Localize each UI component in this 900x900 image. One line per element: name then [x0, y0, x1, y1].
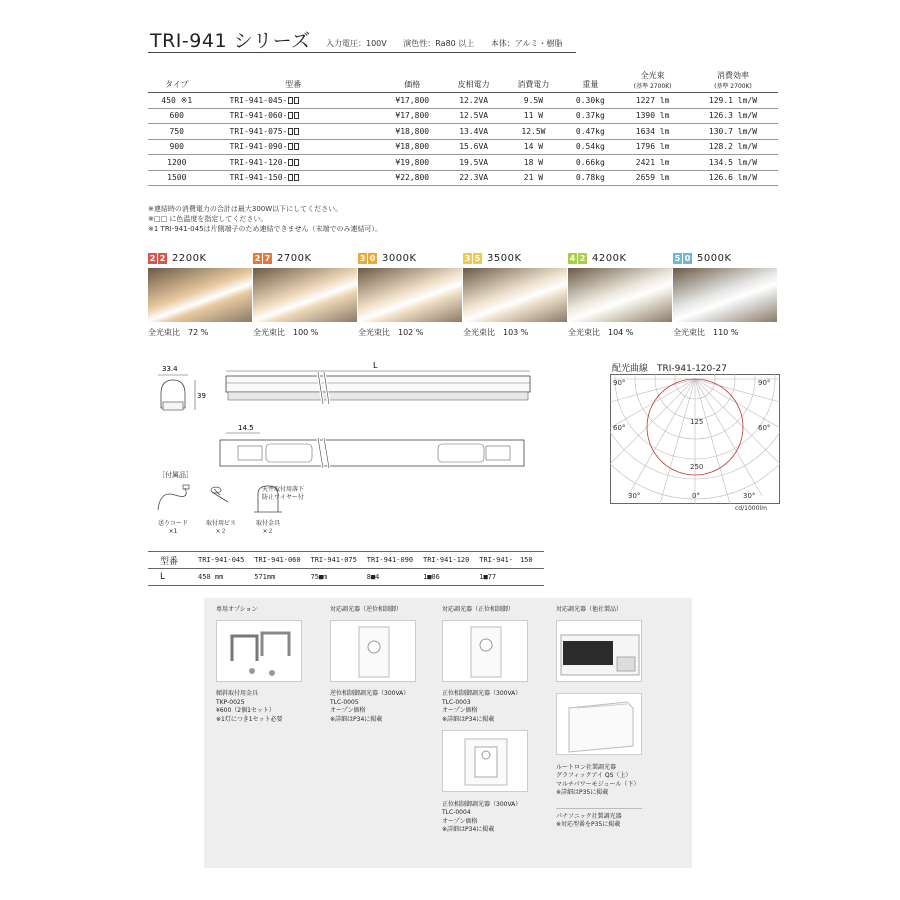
temp-ratio: 全光束比 104 %: [568, 328, 634, 337]
spec-cell-model: TRI-941-090-: [206, 139, 381, 155]
spec-cell-va: 12.2VA: [444, 93, 504, 109]
spec-cell-va: 19.5VA: [444, 155, 504, 171]
dimmer-photo: [330, 620, 416, 682]
temp-code-digit: 0: [369, 253, 376, 263]
spec-row: [148, 139, 778, 155]
polar-title: 配光曲線 TRI-941-120-27: [612, 364, 727, 374]
length-model: TRI-941-075: [311, 552, 367, 569]
temp-label: 3500K: [487, 252, 522, 264]
col-model: 型番: [206, 70, 381, 93]
spec-cell-w: 9.5W: [504, 93, 564, 109]
spec-cell-lm: 2421 lm: [617, 155, 688, 171]
col-type: タイプ: [148, 70, 206, 93]
spec-row: [148, 93, 778, 109]
temp-preview-image: [463, 268, 567, 322]
angle-label: 30°: [743, 492, 756, 500]
spec-cell-w: 14 W: [504, 139, 564, 155]
temp-preview-image: [148, 268, 252, 322]
color-temp-swatch: [463, 252, 567, 338]
polar-unit: cd/1000lm: [735, 505, 767, 512]
spec-cell-kg: 0.30kg: [563, 93, 617, 109]
spec-cell-type: 450 ※1: [148, 93, 206, 109]
color-code-box: [288, 97, 293, 104]
spec-cell-lm: 1796 lm: [617, 139, 688, 155]
spec-cell-lm: 1390 lm: [617, 108, 688, 124]
spec-row: [148, 124, 778, 140]
temp-label: 4200K: [592, 252, 627, 264]
length-value: 8■4: [367, 569, 423, 586]
temp-ratio: 全光束比 102 %: [358, 328, 424, 337]
spec-cell-va: 13.4VA: [444, 124, 504, 140]
accessory-screw: 取付用ビス ×２: [205, 520, 236, 535]
screw-icon: [212, 489, 228, 502]
note-line: ※連結時の消費電力の合計は最大300W以下にしてください。: [148, 205, 343, 213]
spec-cell-kg: 0.47kg: [563, 124, 617, 140]
title-divider: [148, 52, 576, 53]
spec-voltage: 入力電圧：100V: [326, 39, 387, 48]
option-forward-dimmer: 対応調光器（正位相制御） 正位相制御調光器（300VA） TLC-0003 オープン価格 ※詳細はP34に掲載 正位相制御調光器（300VA） TLC-0004 オープン価格 ※詳細はP34に掲載: [442, 606, 542, 835]
spec-cell-type: 1500: [148, 170, 206, 186]
color-code-box: [294, 159, 299, 166]
spec-cell-eff: 126.6 lm/W: [688, 170, 778, 186]
color-temp-swatch: [568, 252, 672, 338]
accessory-bracket: 取付金具 ×２: [255, 520, 280, 535]
page-title: TRI-941 シリーズ: [150, 30, 311, 52]
polar-chart: [610, 374, 780, 504]
length-model: TRI-941- 150: [479, 552, 544, 569]
spec-cell-lm: 2659 lm: [617, 170, 688, 186]
accessory-drawings: [150, 480, 350, 520]
note-line: ※1 TRI-941-045は片側端子のため連結できません（末端でのみ連結可）。: [148, 225, 383, 233]
spec-cell-lm: 1227 lm: [617, 93, 688, 109]
spec-cell-kg: 0.66kg: [563, 155, 617, 171]
length-model: TRI-941-090: [367, 552, 423, 569]
spec-cri: 演色性：Ra80 以上: [403, 39, 475, 48]
length-header: 型番: [148, 552, 198, 569]
color-code-box: [294, 97, 299, 104]
length-model: TRI-941-060: [254, 552, 310, 569]
length-value: 75■m: [311, 569, 367, 586]
angle-label: 90°: [758, 379, 771, 387]
temp-preview-image: [358, 268, 462, 322]
spec-cell-kg: 0.54kg: [563, 139, 617, 155]
temp-preview-image: [673, 268, 777, 322]
col-weight: 重量: [563, 70, 617, 93]
spec-cell-price: ¥22,800: [381, 170, 444, 186]
dimension-drawing: [148, 358, 538, 468]
temp-label: 2200K: [172, 252, 207, 264]
spec-cell-va: 15.6VA: [444, 139, 504, 155]
spec-cell-price: ¥19,800: [381, 155, 444, 171]
spec-cell-price: ¥18,800: [381, 139, 444, 155]
spec-cell-w: 12.5W: [504, 124, 564, 140]
spec-row: [148, 155, 778, 171]
temp-ratio: 全光束比 103 %: [463, 328, 529, 337]
power-module-photo: [556, 693, 642, 755]
dim-width: 33.4: [162, 365, 178, 373]
spec-cell-eff: 128.2 lm/W: [688, 139, 778, 155]
col-power: 消費電力: [504, 70, 564, 93]
angle-label: 60°: [613, 424, 626, 432]
temp-preview-image: [253, 268, 357, 322]
spec-cell-type: 900: [148, 139, 206, 155]
spec-cell-eff: 130.7 lm/W: [688, 124, 778, 140]
spec-summary: [326, 38, 577, 49]
color-temp-swatch: [673, 252, 777, 338]
bracket-photo: [216, 620, 302, 682]
temp-code-digit: 4: [569, 253, 576, 263]
spec-row: [148, 108, 778, 124]
color-code-box: [294, 174, 299, 181]
color-temp-row: [148, 252, 778, 337]
spec-cell-kg: 0.78kg: [563, 170, 617, 186]
ring-label: 125: [690, 418, 704, 426]
temp-label: 5000K: [697, 252, 732, 264]
side-view: [226, 376, 530, 392]
length-value: 450 mm: [198, 569, 254, 586]
spec-cell-lm: 1634 lm: [617, 124, 688, 140]
dimmer-photo: [442, 730, 528, 792]
spec-cell-w: 21 W: [504, 170, 564, 186]
table-notes: [148, 204, 382, 234]
spec-cell-model: TRI-941-060-: [206, 108, 381, 124]
spec-body: 本体：アルミ・樹脂: [490, 39, 563, 48]
spec-row: [148, 170, 778, 186]
accessory-cord: 送りコード ×1: [157, 520, 188, 535]
spec-cell-eff: 129.1 lm/W: [688, 93, 778, 109]
color-code-box: [288, 174, 293, 181]
angle-label: 30°: [628, 492, 641, 500]
temp-label: 2700K: [277, 252, 312, 264]
color-code-box: [294, 128, 299, 135]
angle-label: 0°: [692, 492, 700, 500]
spec-cell-eff: 134.5 lm/W: [688, 155, 778, 171]
temp-code-digit: 5: [674, 253, 681, 263]
temp-code-digit: 2: [254, 253, 261, 263]
col-lumen: 全光束 (基準 2700K): [617, 70, 688, 93]
ceiling-note: 天井取付用落下 防止ワイヤー付: [262, 486, 305, 501]
spec-cell-type: 1200: [148, 155, 206, 171]
temp-label: 3000K: [382, 252, 417, 264]
options-panel: [204, 598, 692, 868]
col-efficiency: 消費効率 (基準 2700K): [688, 70, 778, 93]
angle-label: 60°: [758, 424, 771, 432]
color-code-box: [294, 112, 299, 119]
option-reverse-dimmer: 対応調光器（逆位相制御） 逆位相制御調光器（300VA） TLC-0005 オープン価格 ※詳細はP34に掲載: [330, 606, 430, 724]
temp-code-digit: 3: [464, 253, 471, 263]
col-price: 価格: [381, 70, 444, 93]
temp-code-digit: 2: [579, 253, 586, 263]
spec-cell-price: ¥17,800: [381, 108, 444, 124]
col-apparent-power: 皮相電力: [444, 70, 504, 93]
length-model: TRI-941-120: [423, 552, 479, 569]
spec-cell-model: TRI-941-150-: [206, 170, 381, 186]
angle-label: 90°: [613, 379, 626, 387]
dim-height: 39: [197, 392, 206, 400]
option-third-party: 対応調光器（他社製品） ルートロン社製調光器 グラフィックアイ QS（上） マルチパワーモジュール（下） ※詳細はP35に掲載 パナソニック社製調光器 ※対応型番をP35に掲載: [556, 606, 686, 830]
length-row-label: L: [148, 569, 198, 586]
spec-cell-kg: 0.37kg: [563, 108, 617, 124]
cord-icon: [158, 488, 186, 510]
temp-code-digit: 2: [149, 253, 156, 263]
color-temp-swatch: [358, 252, 462, 338]
temp-code-digit: 0: [684, 253, 691, 263]
temp-code-digit: 2: [159, 253, 166, 263]
spec-cell-va: 12.5VA: [444, 108, 504, 124]
temp-ratio: 全光束比 72 %: [148, 328, 209, 337]
spec-cell-w: 18 W: [504, 155, 564, 171]
dim-offset: 14.5: [238, 424, 254, 432]
length-value: 571mm: [254, 569, 310, 586]
spec-cell-w: 11 W: [504, 108, 564, 124]
spec-cell-eff: 126.3 lm/W: [688, 108, 778, 124]
spec-cell-model: TRI-941-075-: [206, 124, 381, 140]
ring-label: 250: [690, 463, 704, 471]
color-code-box: [288, 143, 293, 150]
spec-cell-price: ¥18,800: [381, 124, 444, 140]
grafik-eye-photo: [556, 620, 642, 682]
spec-cell-type: 600: [148, 108, 206, 124]
accessories-title: ［付属品］: [158, 471, 193, 479]
temp-code-digit: 5: [474, 253, 481, 263]
color-temp-swatch: [253, 252, 357, 338]
temp-ratio: 全光束比 100 %: [253, 328, 319, 337]
spec-cell-model: TRI-941-045-: [206, 93, 381, 109]
dim-length: L: [373, 361, 378, 370]
spec-cell-model: TRI-941-120-: [206, 155, 381, 171]
temp-code-digit: 3: [359, 253, 366, 263]
spec-table: [148, 70, 778, 186]
note-line: ※□□ に色温度を指定してください。: [148, 215, 268, 223]
option-bracket: 専用オプション 傾斜取付用金具 TKP-0025 ¥600（2個1セット） ※1灯につき1セット必要: [216, 606, 316, 724]
color-code-box: [288, 159, 293, 166]
color-code-box: [288, 128, 293, 135]
temp-code-digit: 7: [264, 253, 271, 263]
length-value: 1■77: [479, 569, 544, 586]
dimmer-photo: [442, 620, 528, 682]
temp-ratio: 全光束比 110 %: [673, 328, 739, 337]
spec-cell-price: ¥17,800: [381, 93, 444, 109]
spec-cell-type: 750: [148, 124, 206, 140]
color-code-box: [288, 112, 293, 119]
length-value: 1■06: [423, 569, 479, 586]
temp-preview-image: [568, 268, 672, 322]
color-temp-swatch: [148, 252, 252, 338]
spec-cell-va: 22.3VA: [444, 170, 504, 186]
length-model: TRI-941-045: [198, 552, 254, 569]
color-code-box: [294, 143, 299, 150]
length-table: [148, 551, 544, 586]
panasonic-note: パナソニック社製調光器 ※対応型番をP35に掲載: [556, 808, 642, 830]
